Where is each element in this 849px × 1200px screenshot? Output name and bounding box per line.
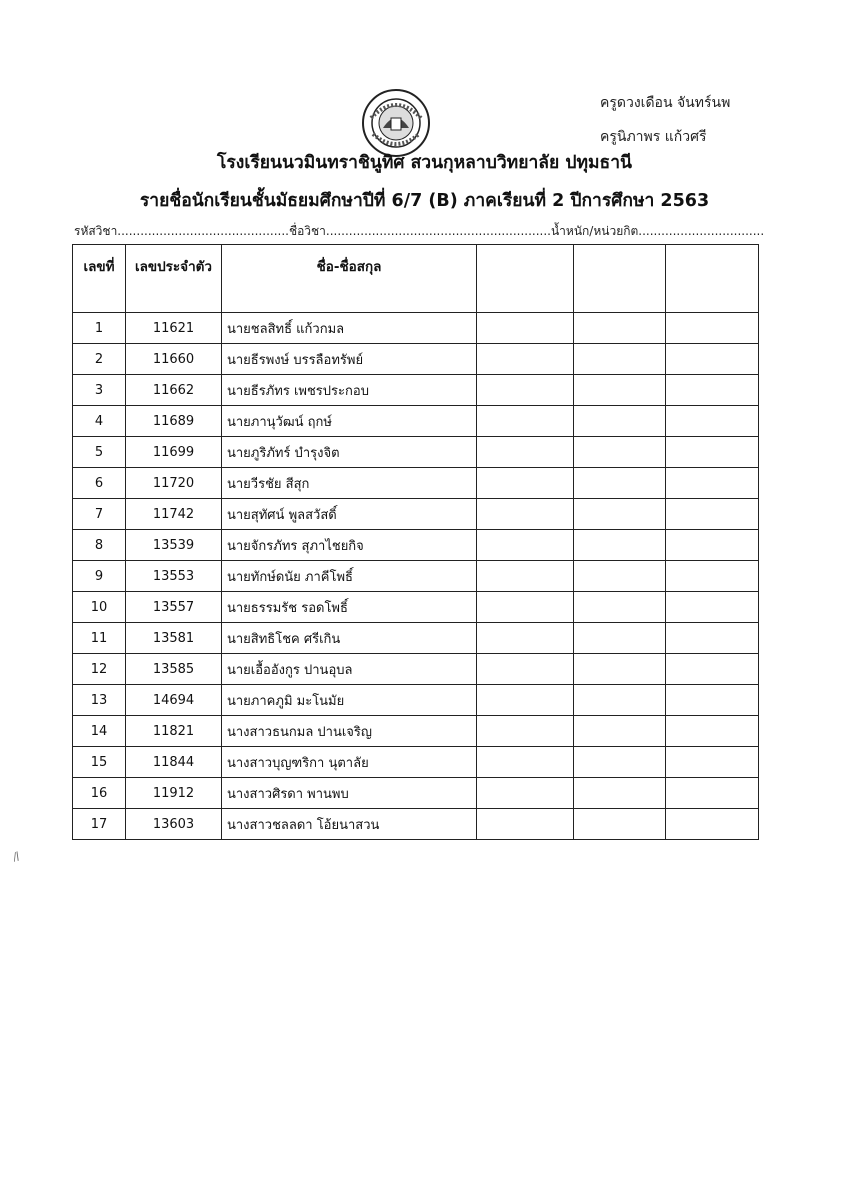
blank-cell — [666, 437, 759, 468]
row-student-name: นายภูริภัทร์ บำรุงจิต — [222, 437, 477, 468]
row-number: 3 — [73, 375, 126, 406]
row-number: 17 — [73, 809, 126, 840]
table-header-row — [73, 245, 759, 313]
table-row — [73, 437, 759, 468]
teacher-name: ครูดวงเดือน จันทร์นพ — [600, 95, 731, 111]
row-student-id: 11689 — [126, 406, 222, 437]
class-title: รายชื่อนักเรียนชั้นมัธยมศึกษาปีที่ 6/7 (B) ภาคเรียนที่ 2 ปีการศึกษา 2563 — [139, 191, 710, 211]
table-row — [73, 406, 759, 437]
blank-cell — [574, 778, 666, 809]
row-student-id: 11912 — [126, 778, 222, 809]
row-student-name: นายธรรมรัช รอดโพธิ์ — [222, 592, 477, 623]
blank-cell — [477, 716, 574, 747]
blank-cell — [477, 313, 574, 344]
blank-cell — [666, 716, 759, 747]
row-student-name: นางสาวชลลดา โอ้ยนาสวน — [222, 809, 477, 840]
table-row — [73, 685, 759, 716]
blank-cell — [666, 623, 759, 654]
row-number: 7 — [73, 499, 126, 530]
row-number: 10 — [73, 592, 126, 623]
row-student-id: 11821 — [126, 716, 222, 747]
table-row — [73, 561, 759, 592]
row-student-id: 14694 — [126, 685, 222, 716]
row-student-id: 13581 — [126, 623, 222, 654]
row-student-name: นางสาวธนกมล ปานเจริญ — [222, 716, 477, 747]
table-row — [73, 592, 759, 623]
blank-cell — [666, 654, 759, 685]
row-student-name: นายภานุวัฒน์ ฤกษ์ — [222, 406, 477, 437]
row-number: 16 — [73, 778, 126, 809]
blank-cell — [477, 437, 574, 468]
row-student-name: นายภาคภูมิ มะโนมัย — [222, 685, 477, 716]
header-student-id: เลขประจำตัว — [126, 245, 222, 313]
blank-cell — [477, 561, 574, 592]
row-student-name: นายทักษ์ดนัย ภาคีโพธิ์ — [222, 561, 477, 592]
header-blank — [666, 245, 759, 313]
table-row — [73, 530, 759, 561]
row-student-name: นายสุทัศน์ พูลสวัสดิ์ — [222, 499, 477, 530]
row-number: 4 — [73, 406, 126, 437]
blank-cell — [666, 530, 759, 561]
row-number: 8 — [73, 530, 126, 561]
row-student-name: นายธีรพงษ์ บรรลือทรัพย์ — [222, 344, 477, 375]
row-number: 6 — [73, 468, 126, 499]
row-number: 2 — [73, 344, 126, 375]
row-student-id: 13557 — [126, 592, 222, 623]
row-student-id: 11844 — [126, 747, 222, 778]
blank-cell — [477, 468, 574, 499]
blank-cell — [574, 313, 666, 344]
row-student-id: 11720 — [126, 468, 222, 499]
blank-cell — [574, 716, 666, 747]
row-student-id: 11660 — [126, 344, 222, 375]
row-student-id: 13553 — [126, 561, 222, 592]
row-student-name: นายจักรภัทร สุภาไชยกิจ — [222, 530, 477, 561]
blank-cell — [477, 809, 574, 840]
blank-cell — [574, 685, 666, 716]
row-student-name: นางสาวบุญฑริกา นุตาลัย — [222, 747, 477, 778]
blank-cell — [574, 561, 666, 592]
row-student-name: นายธีรภัทร เพชรประกอบ — [222, 375, 477, 406]
table-row — [73, 623, 759, 654]
table-row — [73, 778, 759, 809]
blank-cell — [477, 406, 574, 437]
blank-cell — [574, 437, 666, 468]
row-number: 14 — [73, 716, 126, 747]
row-number: 12 — [73, 654, 126, 685]
row-student-name: นางสาวศิรดา พานพบ — [222, 778, 477, 809]
table-row — [73, 654, 759, 685]
table-row — [73, 499, 759, 530]
blank-cell — [666, 499, 759, 530]
blank-cell — [574, 809, 666, 840]
margin-scribble: ⁄∕ — [11, 849, 23, 864]
table-row — [73, 716, 759, 747]
header-blank — [477, 245, 574, 313]
blank-cell — [574, 468, 666, 499]
blank-cell — [477, 623, 574, 654]
table-row — [73, 468, 759, 499]
subject-fields-line: รหัสวิชา.............................................ชื่อวิชา...........................................................น้ำหนัก/หน่วยกิต................................. — [74, 224, 765, 238]
blank-cell — [666, 468, 759, 499]
table-row — [73, 375, 759, 406]
blank-cell — [477, 778, 574, 809]
header-full-name: ชื่อ-ชื่อสกุล — [222, 245, 477, 313]
blank-cell — [477, 685, 574, 716]
table-row — [73, 344, 759, 375]
blank-cell — [666, 375, 759, 406]
blank-cell — [477, 592, 574, 623]
blank-cell — [574, 530, 666, 561]
student-roster-table — [72, 244, 759, 840]
row-number: 1 — [73, 313, 126, 344]
row-student-name: นายวีรชัย สีสุก — [222, 468, 477, 499]
blank-cell — [666, 406, 759, 437]
row-number: 15 — [73, 747, 126, 778]
header-number: เลขที่ — [73, 245, 126, 313]
blank-cell — [666, 778, 759, 809]
blank-cell — [574, 623, 666, 654]
row-student-name: นายเอื้ออังกูร ปานอุบล — [222, 654, 477, 685]
blank-cell — [574, 406, 666, 437]
blank-cell — [666, 747, 759, 778]
row-student-id: 13603 — [126, 809, 222, 840]
blank-cell — [477, 654, 574, 685]
blank-cell — [666, 685, 759, 716]
blank-cell — [666, 561, 759, 592]
blank-cell — [666, 344, 759, 375]
blank-cell — [477, 747, 574, 778]
row-student-id: 13539 — [126, 530, 222, 561]
row-student-id: 13585 — [126, 654, 222, 685]
header-blank — [574, 245, 666, 313]
blank-cell — [477, 344, 574, 375]
blank-cell — [574, 654, 666, 685]
blank-cell — [666, 809, 759, 840]
row-student-name: นายชลสิทธิ์ แก้วกมล — [222, 313, 477, 344]
row-student-name: นายสิทธิโชค ศรีเกิน — [222, 623, 477, 654]
blank-cell — [574, 747, 666, 778]
row-student-id: 11742 — [126, 499, 222, 530]
table-row — [73, 809, 759, 840]
blank-cell — [477, 530, 574, 561]
school-title: โรงเรียนนวมินทราชินูทิศ สวนกุหลาบวิทยาลัย ปทุมธานี — [217, 153, 632, 173]
blank-cell — [574, 592, 666, 623]
table-row — [73, 313, 759, 344]
row-student-id: 11662 — [126, 375, 222, 406]
blank-cell — [477, 375, 574, 406]
row-number: 9 — [73, 561, 126, 592]
row-student-id: 11699 — [126, 437, 222, 468]
table-row — [73, 747, 759, 778]
blank-cell — [477, 499, 574, 530]
blank-cell — [574, 499, 666, 530]
teacher-list — [600, 86, 730, 154]
blank-cell — [574, 344, 666, 375]
blank-cell — [574, 375, 666, 406]
row-number: 13 — [73, 685, 126, 716]
row-student-id: 11621 — [126, 313, 222, 344]
blank-cell — [666, 592, 759, 623]
row-number: 5 — [73, 437, 126, 468]
teacher-name: ครูนิภาพร แก้วศรี — [600, 129, 707, 145]
blank-cell — [666, 313, 759, 344]
row-number: 11 — [73, 623, 126, 654]
